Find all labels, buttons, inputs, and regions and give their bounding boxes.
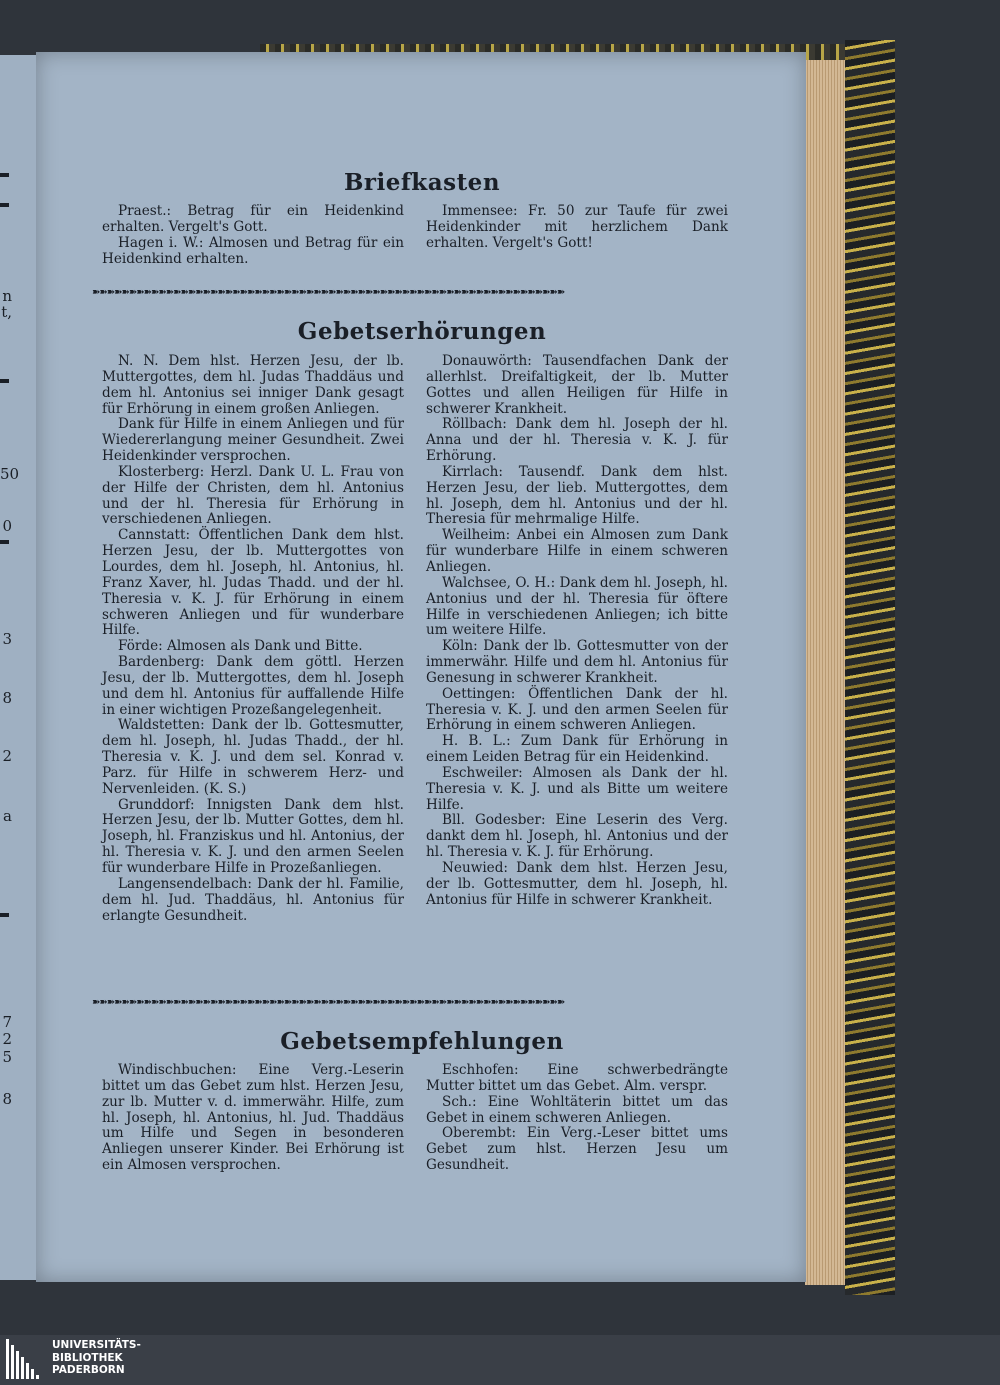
erhoerung-entry: Klosterberg: Herzl. Dank U. L. Frau von der Hilfe der Christen, dem hl. Antonius und der hl. Theresia für Erhörung in verschiedenen Anliegen. <box>102 463 404 528</box>
library-footer <box>0 1335 1000 1385</box>
section-title-gebetserhoerungen: Gebetserhörungen <box>297 318 547 345</box>
left-fragment-text: 8 <box>2 689 12 707</box>
briefkasten-entry: Praest.: Betrag für ein Heidenkind erhalten. Vergelt's Gott. <box>102 203 404 235</box>
erhoerung-entry: Bardenberg: Dank dem göttl. Herzen Jesu, der lb. Muttergottes, dem hl. Joseph und dem hl. Antonius für auffallende Hilfe in einer wichtigen Prozeßangelegenheit. <box>102 654 404 718</box>
rule-mark <box>0 540 9 544</box>
left-fragment-text: 0 <box>2 517 12 535</box>
erhoerung-entry: Röllbach: Dank dem hl. Joseph der hl. Anna und der hl. Theresia v. K. J. für Erhörung. <box>426 416 728 465</box>
ornament-divider: ➽➽➽➽➽➽➽➽➽➽➽➽➽➽➽➽➽➽➽➽➽➽➽➽➽➽➽➽➽➽➽➽➽➽➽➽➽➽➽➽➽➽➽➽➽➽➽➽➽➽➽➽➽➽➽➽➽➽➽➽➽➽➽➽ <box>92 288 565 298</box>
left-fragment-text: 2 <box>2 1030 12 1048</box>
rule-mark <box>0 173 9 177</box>
erhoerung-entry: Oettingen: Öffentlichen Dank der hl. Theresia v. K. J. und den armen Seelen für Erhörung in einem schweren Anliegen. <box>426 685 728 734</box>
erhoerung-entry: Köln: Dank der lb. Gottesmutter von der immerwähr. Hilfe und dem hl. Antonius für Genesung in schwerer Krankheit. <box>426 638 728 686</box>
erhoerung-entry: Neuwied: Dank dem hlst. Herzen Jesu, der lb. Gottesmutter, dem hl. Joseph, hl. Antonius für Hilfe in schwerer Krankheit. <box>426 860 728 908</box>
erhoerung-entry: Weilheim: Anbei ein Almosen zum Dank für wunderbare Hilfe in einem schweren Anliegen. <box>426 527 728 575</box>
library-logo-text <box>52 1339 141 1377</box>
erhoerung-entry: Kirrlach: Tausendf. Dank dem hlst. Herzen Jesu, der lieb. Muttergottes, dem hl. Joseph, dem hl. Antonius und der hl. Theresia für mehrmalige Hilfe. <box>426 463 728 528</box>
briefkasten-right-column <box>426 204 728 252</box>
erhoerung-entry: Bll. Godesber: Eine Leserin des Verg. dankt dem hl. Joseph, hl. Antonius und der hl. Theresia v. K. J. für Erhörung. <box>426 812 728 861</box>
rule-mark <box>0 379 9 383</box>
erhoerung-entry: Dank für Hilfe in einem Anliegen und für Wiedererlangung meiner Gesundheit. Zwei Heidenkinder versprochen. <box>102 416 404 465</box>
left-fragment-text: 3 <box>2 630 12 648</box>
briefkasten-entry: Immensee: Fr. 50 zur Taufe für zwei Heidenkinder mit herzlichem Dank erhalten. Vergelt's Gott! <box>426 203 728 251</box>
gebetsempfehlungen-left-column <box>102 1063 404 1174</box>
left-fragment-text: 8 <box>2 1090 12 1108</box>
left-fragment-text: 5 <box>2 1048 12 1066</box>
ornament-divider: ➽➽➽➽➽➽➽➽➽➽➽➽➽➽➽➽➽➽➽➽➽➽➽➽➽➽➽➽➽➽➽➽➽➽➽➽➽➽➽➽➽➽➽➽➽➽➽➽➽➽➽➽➽➽➽➽➽➽➽➽➽➽➽➽ <box>92 998 565 1008</box>
left-fragment-text: 7 <box>2 1013 12 1031</box>
briefkasten-left-column <box>102 204 404 267</box>
gebetsempfehlungen-right-column <box>426 1063 728 1174</box>
erhoerung-entry: Cannstatt: Öffentlichen Dank dem hlst. Herzen Jesu, der lb. Muttergottes von Lourdes, dem hl. Joseph, hl. Antonius, hl. Franz Xaver, hl. Judas Thadd. und der hl. Theresia v. K. J. für Erhörung in einem schweren Anliegen und für wunderbare Hilfe. <box>102 527 404 639</box>
gebetserhoerungen-right-column <box>426 354 728 909</box>
library-logo-icon <box>6 1339 46 1379</box>
left-fragment-text: 50 <box>0 465 20 483</box>
briefkasten-entry: Hagen i. W.: Almosen und Betrag für ein Heidenkind erhalten. <box>102 234 404 267</box>
logo-line: UNIVERSITÄTS- <box>52 1339 141 1351</box>
rule-mark <box>0 913 9 917</box>
left-page-fragment <box>0 55 36 1280</box>
gebetserhoerungen-left-column <box>102 354 404 924</box>
erhoerung-entry: H. B. L.: Zum Dank für Erhörung in einem Leiden Betrag für ein Heidenkind. <box>426 733 728 766</box>
rule-mark <box>0 203 9 207</box>
empfehlung-entry: Eschhofen: Eine schwerbedrängte Mutter bittet um das Gebet. Alm. verspr. <box>426 1062 728 1094</box>
left-fragment-text: a <box>3 807 12 825</box>
erhoerung-entry: Langensendelbach: Dank der hl. Familie, dem hl. Jud. Thaddäus, hl. Antonius für erlangte Gesundheit. <box>102 875 404 924</box>
left-fragment-text: n <box>2 287 12 305</box>
empfehlung-entry: Windischbuchen: Eine Verg.-Leserin bittet um das Gebet zum hlst. Herzen Jesu, zur lb. Mutter v. d. immerwähr. Hilfe, zum hl. Joseph, hl. Antonius, hl. Jud. Thaddäus um Hilfe und Segen in besonderen Anliegen unserer Kinder. Bei Erhörung ist ein Almosen versprochen. <box>102 1062 404 1174</box>
section-title-gebetsempfehlungen: Gebetsempfehlungen <box>280 1028 564 1055</box>
erhoerung-entry: Eschweiler: Almosen als Dank der hl. Theresia v. K. J. und als Bitte um weitere Hilfe. <box>426 764 728 813</box>
erhoerung-entry: Grunddorf: Innigsten Dank dem hlst. Herzen Jesu, der lb. Mutter Gottes, dem hl. Joseph, hl. Franziskus und hl. Antonius, der hl. Theresia v. K. J. und den armen Seelen für wunderbare Hilfe in Prozeßanliegen. <box>102 796 404 876</box>
erhoerung-entry: Donauwörth: Tausendfachen Dank der allerhlst. Dreifaltigkeit, der lb. Mutter Gottes und allen Heiligen für Hilfe in schwerer Krankheit. <box>426 353 728 417</box>
book-binding <box>845 40 895 1295</box>
page-edges <box>805 60 845 1285</box>
logo-line: BIBLIOTHEK <box>52 1351 123 1364</box>
empfehlung-entry: Oberembt: Ein Verg.-Leser bittet ums Gebet zum hlst. Herzen Jesu um Gesundheit. <box>426 1125 728 1174</box>
left-fragment-text: 2 <box>2 747 12 765</box>
erhoerung-entry: N. N. Dem hlst. Herzen Jesu, der lb. Muttergottes, dem hl. Judas Thaddäus und dem hl. Antonius sei inniger Dank gesagt für Erhörung in einem großen Anliegen. <box>102 353 404 417</box>
logo-line: PADERBORN <box>52 1364 125 1376</box>
left-fragment-text: t, <box>1 303 12 321</box>
erhoerung-entry: Waldstetten: Dank der lb. Gottesmutter, dem hl. Joseph, hl. Judas Thadd., der hl. Theresia v. K. J. und dem sel. Konrad v. Parz. für Hilfe in schwerem Herz- und Nervenleiden. (K. S.) <box>102 717 404 797</box>
empfehlung-entry: Sch.: Eine Wohltäterin bittet um das Gebet in einem schweren Anliegen. <box>426 1093 728 1126</box>
magazine-page <box>36 52 806 1282</box>
erhoerung-entry: Förde: Almosen als Dank und Bitte. <box>118 638 363 655</box>
section-title-briefkasten: Briefkasten <box>343 169 501 196</box>
erhoerung-entry: Walchsee, O. H.: Dank dem hl. Joseph, hl. Antonius und der hl. Theresia für öftere Hilfe in verschiedenen Anliegen; ich bitte um weitere Hilfe. <box>426 574 728 639</box>
